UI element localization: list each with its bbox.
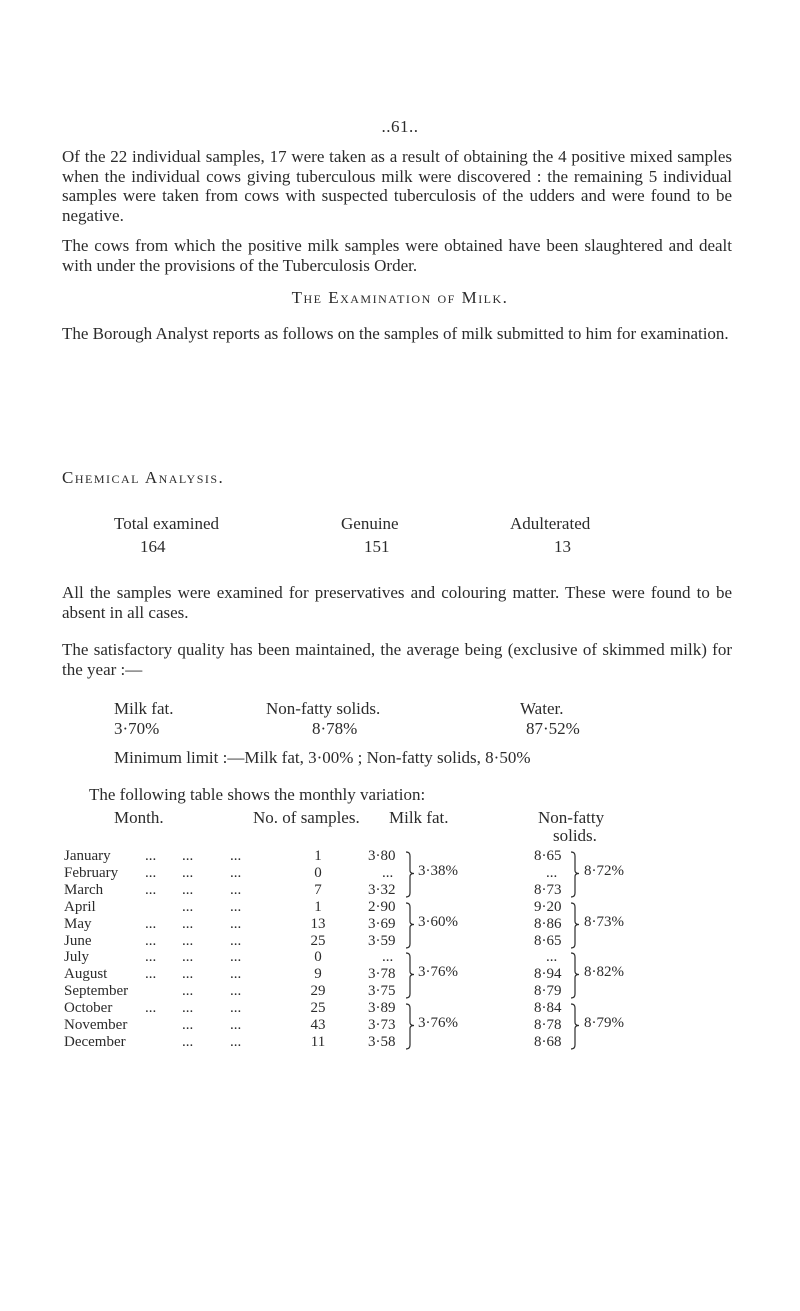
sample-count: 43 (310, 1017, 326, 1033)
month-name: May (64, 915, 92, 932)
sample-count: 25 (310, 932, 326, 949)
paragraph-individual-samples: Of the 22 individual samples, 17 were taken as a result of obtaining the 4 positive mixed samples when the individual cows giving tuberculous milk were discovered : the remaining 5 individual samples were taken from cows with suspected tuberculosis of the udders and were found to be negative. (62, 147, 732, 225)
leader-dots: ... (182, 983, 194, 1000)
fat-quarter-average: 3·76% (418, 964, 458, 981)
genuine-value: 151 (364, 537, 390, 556)
genuine-header: Genuine (341, 514, 399, 533)
quality-text: The satisfactory quality has been maintained, the average being (exclusive of skimmed milk) for the year :— (62, 640, 732, 679)
sample-count: 7 (314, 881, 322, 898)
chemical-analysis-heading: Chemical Analysis. (62, 468, 225, 487)
leader-dots: ... (182, 949, 194, 966)
milk-fat-value: 2·90 (368, 898, 396, 915)
non-fatty-value: 8·65 (534, 848, 562, 864)
month-name: September (64, 983, 129, 1000)
leader-dots: ... (230, 1017, 242, 1033)
month-name: June (64, 932, 92, 949)
leader-dots: ... (182, 932, 194, 949)
sample-count: 1 (314, 848, 322, 864)
header-milk-fat: Milk fat. (389, 808, 449, 827)
sample-count: 25 (310, 1000, 326, 1017)
total-examined-header: Total examined (114, 514, 220, 533)
month-name: January (64, 848, 111, 864)
preservatives-text: All the samples were examined for preservatives and colouring matter. These were found to be absent in all cases. (62, 583, 732, 622)
leader-dots: ... (230, 949, 242, 966)
leader-dots: ... (230, 864, 242, 881)
milk-fat-value: 3·32 (368, 881, 396, 898)
total-examined-value: 164 (140, 537, 166, 556)
fat-quarter-average: 3·60% (418, 913, 458, 930)
analyst-report-text: The Borough Analyst reports as follows on the samples of milk submitted to him for examination. (62, 324, 729, 343)
fat-quarter-brace (405, 951, 415, 1002)
month-dots: ... (145, 864, 157, 881)
non-fatty-value: 8·94 (534, 966, 562, 983)
solids-quarter-average: 8·82% (584, 964, 624, 981)
header-samples: No. of samples. (253, 808, 360, 827)
leader-dots: ... (230, 966, 242, 983)
sample-count: 0 (314, 864, 322, 881)
solids-quarter-brace (570, 850, 580, 901)
month-dots: ... (145, 881, 157, 898)
leader-dots: ... (182, 966, 194, 983)
month-dots: ... (145, 848, 157, 864)
leader-dots: ... (230, 848, 242, 864)
milk-fat-value: ... (382, 949, 394, 966)
month-name: April (64, 898, 96, 915)
non-fatty-value: 8·73 (534, 881, 562, 898)
milk-fat-value: 3·59 (368, 932, 396, 949)
non-fatty-value: 9·20 (534, 898, 562, 915)
table-intro-text: The following table shows the monthly variation: (89, 785, 426, 804)
milk-fat-value: 3·69 (368, 915, 396, 932)
milk-fat-value: 3·58 (368, 1033, 396, 1050)
avg-non-fatty-value: 8·78% (312, 719, 358, 738)
month-name: July (64, 949, 90, 966)
leader-dots: ... (182, 898, 194, 915)
avg-water-value: 87·52% (526, 719, 580, 738)
leader-dots: ... (230, 915, 242, 932)
sample-count: 11 (310, 1033, 326, 1050)
non-fatty-value: 8·65 (534, 932, 562, 949)
milk-fat-value: 3·89 (368, 1000, 396, 1017)
sample-count: 13 (310, 915, 326, 932)
leader-dots: ... (182, 1017, 194, 1033)
leader-dots: ... (230, 1000, 242, 1017)
sample-count: 29 (310, 983, 326, 1000)
leader-dots: ... (230, 983, 242, 1000)
solids-quarter-brace (570, 901, 580, 952)
page-number: ..61.. (381, 117, 419, 136)
non-fatty-value: 8·86 (534, 915, 562, 932)
adulterated-header: Adulterated (510, 514, 591, 533)
non-fatty-value: 8·84 (534, 1000, 562, 1017)
month-name: November (64, 1017, 128, 1033)
leader-dots: ... (230, 932, 242, 949)
milk-fat-value: 3·78 (368, 966, 396, 983)
solids-quarter-average: 8·79% (584, 1015, 624, 1031)
milk-fat-value: 3·75 (368, 983, 396, 1000)
month-name: August (64, 966, 108, 983)
non-fatty-value: 8·68 (534, 1033, 562, 1050)
milk-fat-value: 3·73 (368, 1017, 396, 1033)
paragraph-slaughtered-cows: The cows from which the positive milk samples were obtained have been slaughtered and dealt with under the provisions of the Tuberculosis Order. (62, 236, 732, 275)
month-dots: ... (145, 1000, 157, 1017)
month-dots: ... (145, 966, 157, 983)
leader-dots: ... (182, 881, 194, 898)
leader-dots: ... (230, 898, 242, 915)
month-name: December (64, 1033, 126, 1050)
milk-examination-heading: The Examination of Milk. (291, 288, 509, 307)
fat-quarter-brace (405, 850, 415, 901)
leader-dots: ... (230, 881, 242, 898)
leader-dots: ... (182, 864, 194, 881)
month-dots: ... (145, 949, 157, 966)
avg-milk-fat-value: 3·70% (114, 719, 160, 738)
header-non-fatty-line1: Non-fatty (538, 808, 605, 827)
non-fatty-value: ... (546, 864, 558, 881)
solids-quarter-average: 8·73% (584, 913, 624, 930)
fat-quarter-average: 3·38% (418, 862, 458, 879)
adulterated-value: 13 (554, 537, 571, 556)
milk-fat-value: ... (382, 864, 394, 881)
month-name: February (64, 864, 119, 881)
leader-dots: ... (182, 1000, 194, 1017)
solids-quarter-average: 8·72% (584, 862, 624, 879)
minimum-limit-text: Minimum limit :—Milk fat, 3·00% ; Non-fatty solids, 8·50% (114, 748, 531, 767)
sample-count: 0 (314, 949, 322, 966)
header-month: Month. (114, 808, 164, 827)
avg-non-fatty-header: Non-fatty solids. (266, 699, 381, 718)
leader-dots: ... (230, 1033, 242, 1050)
non-fatty-value: 8·79 (534, 983, 562, 1000)
fat-quarter-average: 3·76% (418, 1015, 458, 1031)
non-fatty-value: ... (546, 949, 558, 966)
fat-quarter-brace (405, 901, 415, 952)
leader-dots: ... (182, 915, 194, 932)
non-fatty-value: 8·78 (534, 1017, 562, 1033)
sample-count: 9 (314, 966, 322, 983)
sample-count: 1 (314, 898, 322, 915)
leader-dots: ... (182, 1033, 194, 1050)
milk-fat-value: 3·80 (368, 848, 396, 864)
fat-quarter-brace (405, 1002, 415, 1053)
month-name: March (64, 881, 104, 898)
avg-milk-fat-header: Milk fat. (114, 699, 174, 718)
leader-dots: ... (182, 848, 194, 864)
avg-water-header: Water. (520, 699, 564, 718)
month-dots: ... (145, 932, 157, 949)
header-non-fatty-line2: solids. (553, 826, 597, 845)
month-name: October (64, 1000, 113, 1017)
solids-quarter-brace (570, 1002, 580, 1053)
month-dots: ... (145, 915, 157, 932)
solids-quarter-brace (570, 951, 580, 1002)
